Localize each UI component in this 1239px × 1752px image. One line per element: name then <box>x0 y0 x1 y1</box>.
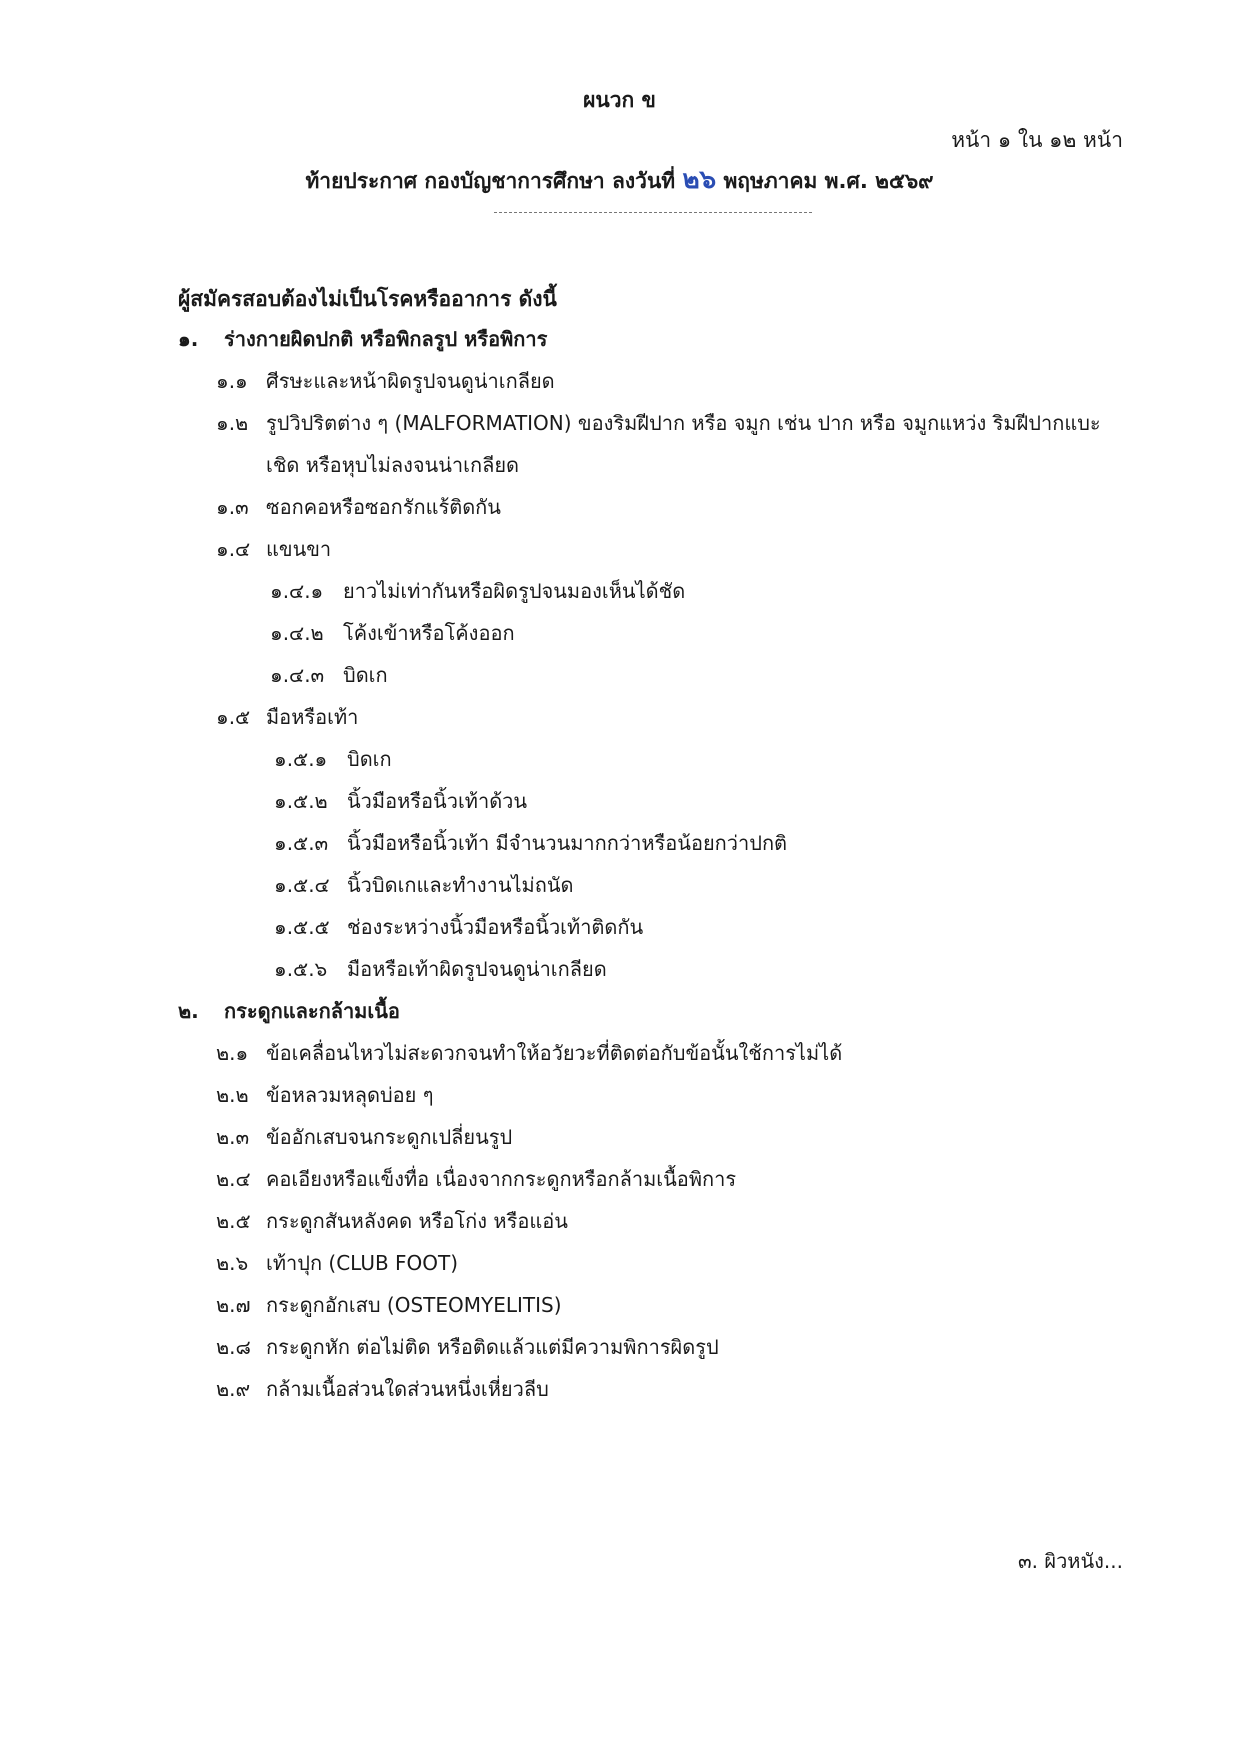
item-text: ข้ออักเสบจนกระดูกเปลี่ยนรูป <box>266 1125 513 1149</box>
item-text: เชิด หรือหุบไม่ลงจนน่าเกลียด <box>266 453 520 477</box>
item-number: ๑.๕.๓ <box>274 831 329 855</box>
list-item <box>216 1121 512 1153</box>
item-text: กระดูกอักเสบ (OSTEOMYELITIS) <box>266 1293 562 1317</box>
item-text: นิ้วมือหรือนิ้วเท้า มีจำนวนมากกว่าหรือน้อยกว่าปกติ <box>347 831 788 855</box>
item-text: ศีรษะและหน้าผิดรูปจนดูน่าเกลียด <box>266 369 555 393</box>
item-text: บิดเก <box>347 747 392 771</box>
list-item <box>216 1205 568 1237</box>
announcement-prefix: ท้ายประกาศ กองบัญชาการศึกษา ลงวันที่ <box>305 169 676 193</box>
list-item <box>216 1331 719 1363</box>
handwritten-day: ๒๖ <box>682 165 717 195</box>
page-number: หน้า ๑ ใน ๑๒ หน้า <box>951 128 1123 152</box>
sub-list-item <box>274 869 574 901</box>
list-item <box>216 1037 842 1069</box>
item-number: ๒.๗ <box>216 1293 251 1317</box>
sub-list-item <box>274 911 643 943</box>
sub-list-item <box>274 743 392 775</box>
section-heading <box>178 995 400 1027</box>
list-item <box>216 533 331 565</box>
announcement-date: พฤษภาคม พ.ศ. ๒๕๖๙ <box>723 169 934 193</box>
item-text: ยาวไม่เท่ากันหรือผิดรูปจนมองเห็นได้ชัด <box>343 579 686 603</box>
item-text: ช่องระหว่างนิ้วมือหรือนิ้วเท้าติดกัน <box>347 915 644 939</box>
item-number: ๒.๓ <box>216 1125 250 1149</box>
appendix-title: ผนวก ข <box>583 88 656 112</box>
item-number: ๒.๖ <box>216 1251 249 1275</box>
list-item-continuation <box>266 449 519 481</box>
sub-list-item <box>274 827 787 859</box>
item-text: ข้อหลวมหลุดบ่อย ๆ <box>266 1083 434 1107</box>
item-number: ๑.๔.๓ <box>270 663 325 687</box>
list-item <box>216 1247 458 1279</box>
list-item <box>216 1163 736 1195</box>
sub-list-item <box>274 785 527 817</box>
list-item <box>216 407 1101 439</box>
section-heading <box>178 323 547 355</box>
item-number: ๑.๔.๒ <box>270 621 324 645</box>
sub-list-item <box>270 659 388 691</box>
item-text: มือหรือเท้า <box>266 705 359 729</box>
item-number: ๑.๕ <box>216 705 251 729</box>
item-text: บิดเก <box>343 663 388 687</box>
item-text: ร่างกายผิดปกติ หรือพิกลรูป หรือพิการ <box>224 327 548 351</box>
list-item <box>216 1289 562 1321</box>
item-number: ๒.๒ <box>216 1083 249 1107</box>
continuation-note: ๓. ผิวหนัง... <box>1017 1549 1123 1573</box>
list-item <box>216 491 501 523</box>
item-number: ๒.๙ <box>216 1377 251 1401</box>
intro-heading: ผู้สมัครสอบต้องไม่เป็นโรคหรืออาการ ดังนี้ <box>178 287 557 311</box>
item-number: ๑.๔.๑ <box>270 579 324 603</box>
item-number: ๑.๕.๒ <box>274 789 328 813</box>
item-number: ๒.๘ <box>216 1335 251 1359</box>
item-number: ๑.๔ <box>216 537 251 561</box>
item-text: มือหรือเท้าผิดรูปจนดูน่าเกลียด <box>347 957 607 981</box>
item-text: นิ้วบิดเกและทำงานไม่ถนัด <box>347 873 574 897</box>
list-item <box>216 1373 549 1405</box>
item-number: ๑.๓ <box>216 495 249 519</box>
item-text: แขนขา <box>266 537 332 561</box>
item-text: เท้าปุก (CLUB FOOT) <box>266 1251 459 1275</box>
item-number: ๒.๑ <box>216 1041 249 1065</box>
item-number: ๑.๕.๑ <box>274 747 328 771</box>
item-number: ๒.๔ <box>216 1167 251 1191</box>
separator-line <box>494 212 812 213</box>
item-text: โค้งเข้าหรือโค้งออก <box>343 621 515 645</box>
item-text: กระดูกหัก ต่อไม่ติด หรือติดแล้วแต่มีความพิการผิดรูป <box>266 1335 719 1359</box>
sub-list-item <box>270 575 685 607</box>
item-text: นิ้วมือหรือนิ้วเท้าด้วน <box>347 789 528 813</box>
item-text: ข้อเคลื่อนไหวไม่สะดวกจนทำให้อวัยวะที่ติดต่อกับข้อนั้นใช้การไม่ได้ <box>266 1041 843 1065</box>
item-number: ๑.๕.๔ <box>274 873 330 897</box>
item-number: ๒. <box>178 999 199 1023</box>
list-item <box>216 701 358 733</box>
item-text: รูปวิปริตต่าง ๆ (MALFORMATION) ของริมฝีปาก หรือ จมูก เช่น ปาก หรือ จมูกแหว่ง ริมฝีปากแบะ <box>266 411 1101 435</box>
item-text: ซอกคอหรือซอกรักแร้ติดกัน <box>266 495 501 519</box>
list-item <box>216 1079 434 1111</box>
list-item <box>216 365 555 397</box>
item-number: ๑. <box>178 327 199 351</box>
sub-list-item <box>274 953 607 985</box>
item-number: ๒.๕ <box>216 1209 251 1233</box>
sub-list-item <box>270 617 515 649</box>
item-text: กระดูกสันหลังคด หรือโก่ง หรือแอ่น <box>266 1209 568 1233</box>
announcement-line <box>0 159 1239 200</box>
item-number: ๑.๒ <box>216 411 249 435</box>
item-text: กระดูกและกล้ามเนื้อ <box>224 999 400 1023</box>
item-number: ๑.๕.๕ <box>274 915 330 939</box>
item-number: ๑.๕.๖ <box>274 957 328 981</box>
item-text: คอเอียงหรือแข็งทื่อ เนื่องจากกระดูกหรือกล้ามเนื้อพิการ <box>266 1167 737 1191</box>
item-number: ๑.๑ <box>216 369 248 393</box>
item-text: กล้ามเนื้อส่วนใดส่วนหนึ่งเหี่ยวลีบ <box>266 1377 549 1401</box>
